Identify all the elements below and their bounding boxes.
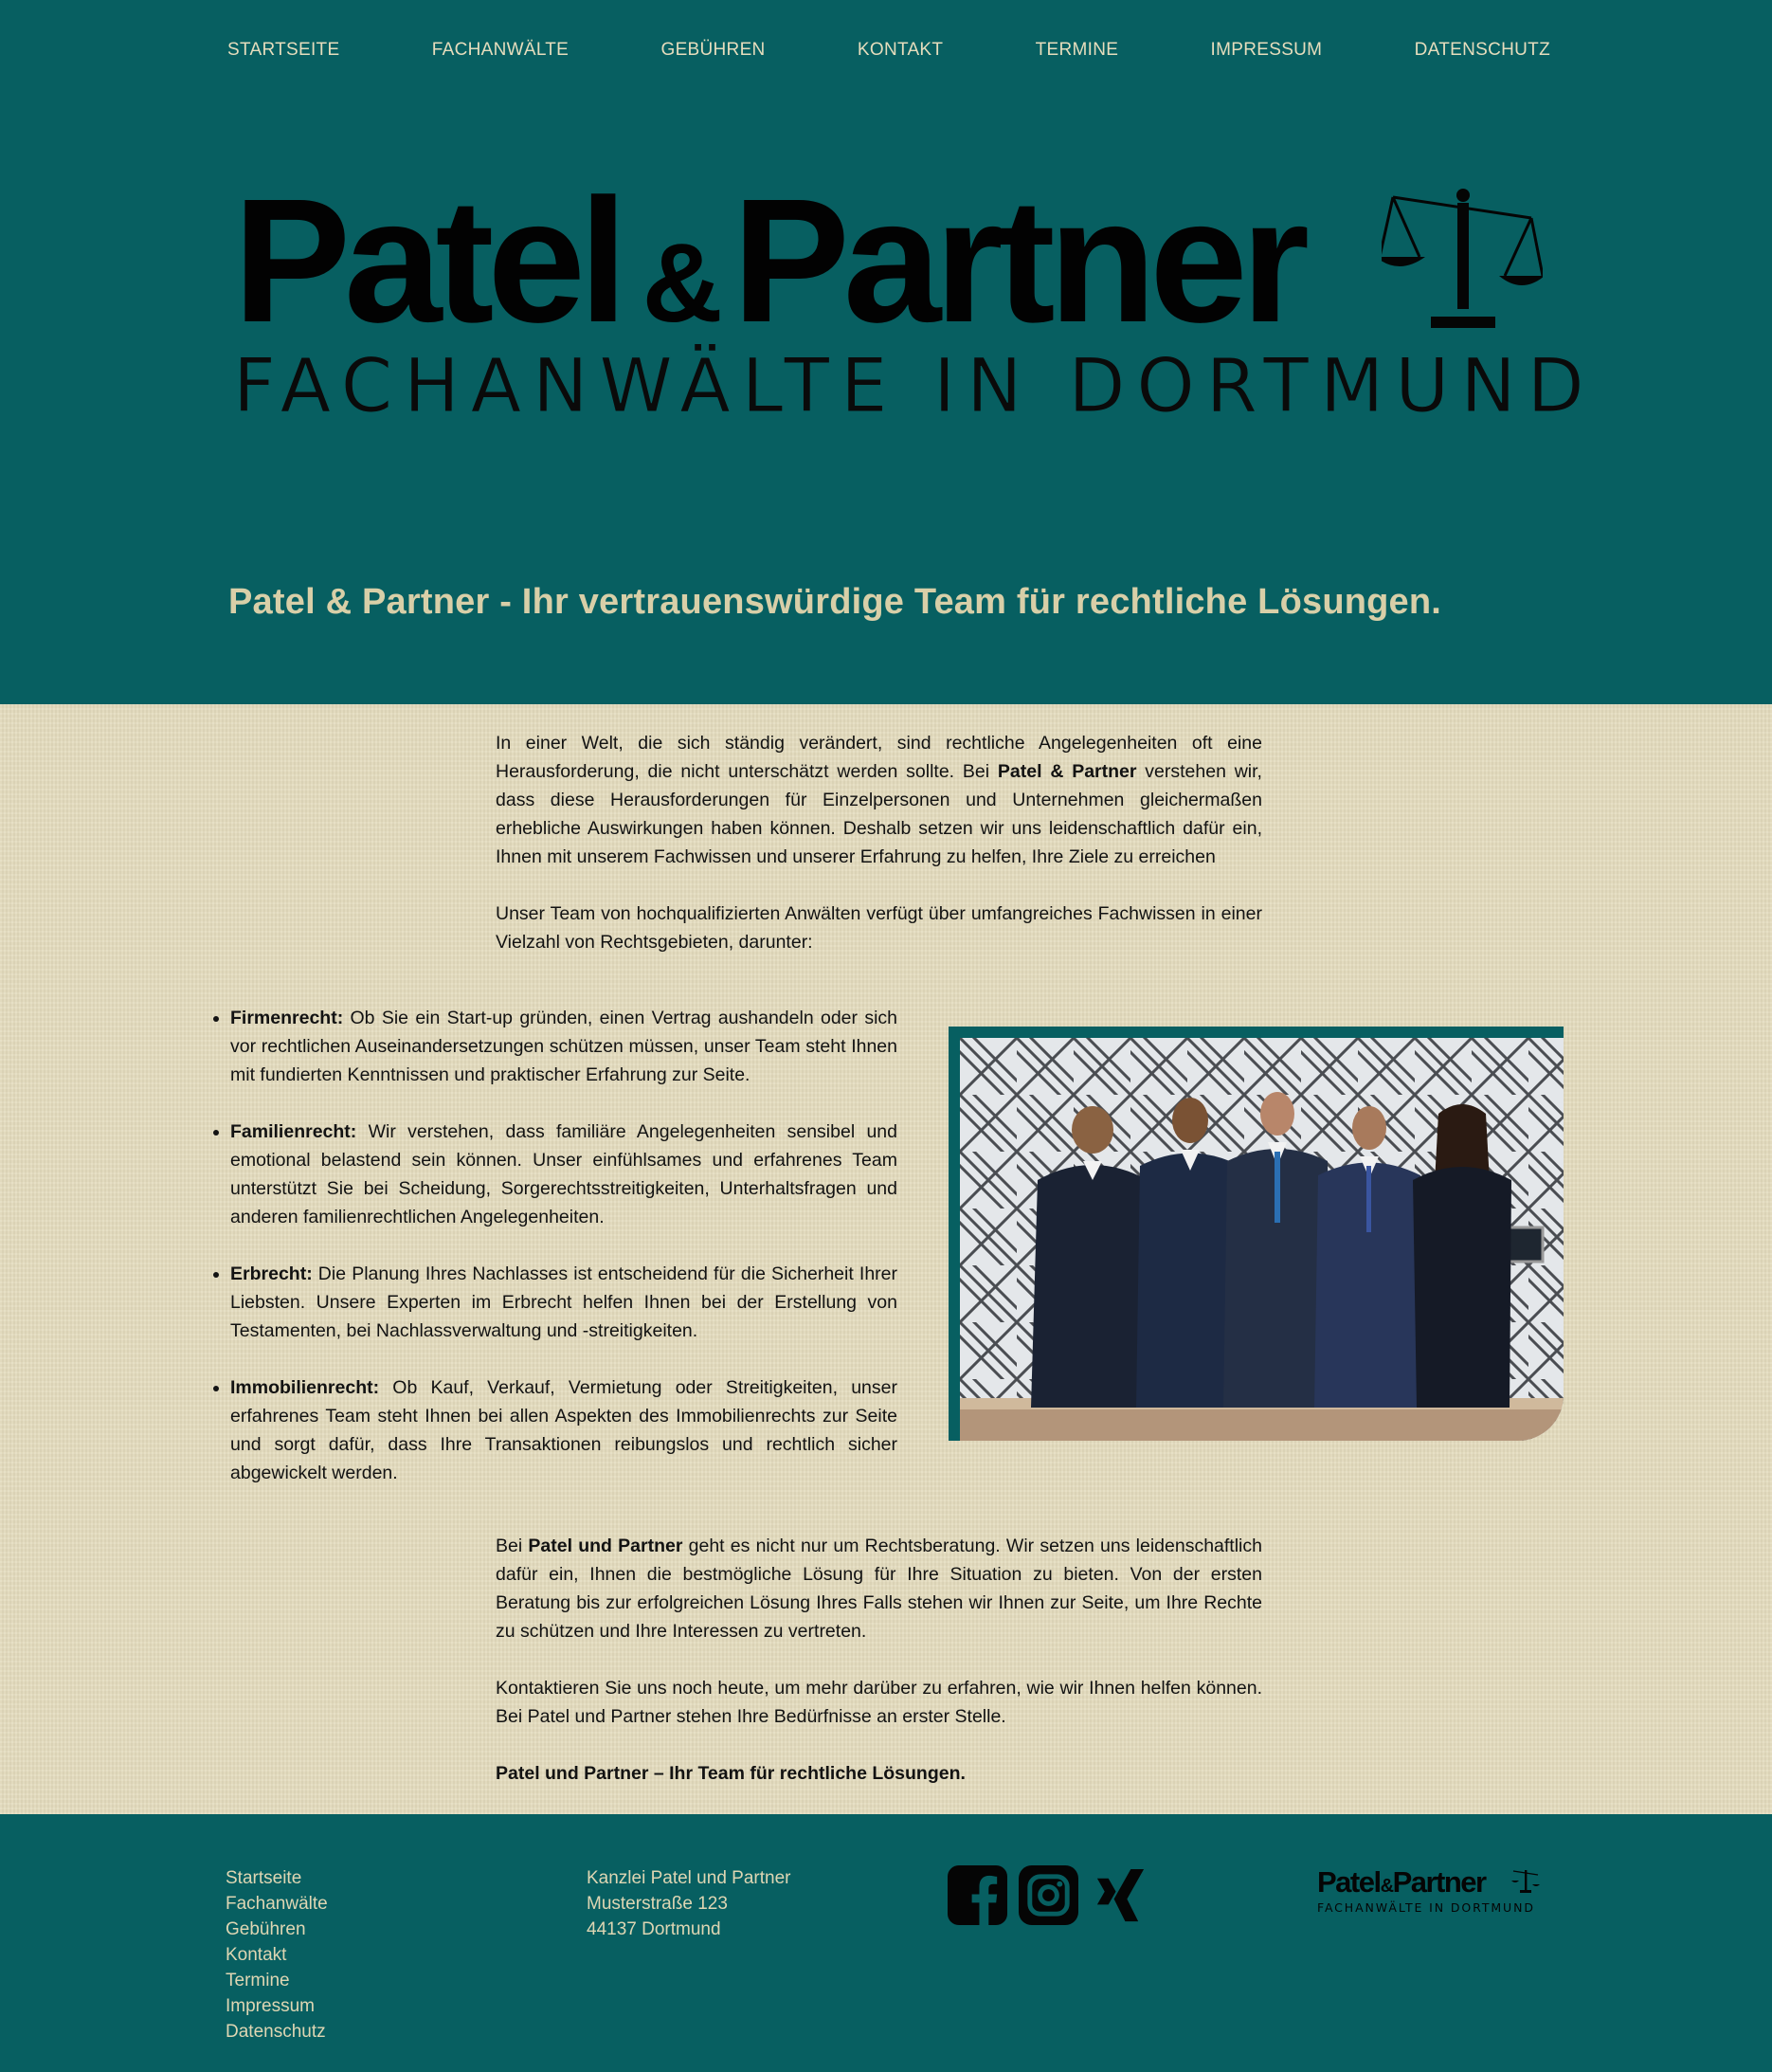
footer-link-fachanwaelte[interactable]: Fachanwälte [226, 1894, 328, 1914]
main-content [0, 704, 1772, 1814]
address-line: Musterstraße 123 [587, 1894, 728, 1914]
nav-gebuehren[interactable]: GEBÜHREN [660, 40, 766, 60]
outro-p1-text: Bei [496, 1536, 529, 1556]
logo-name-right: Partner [732, 163, 1304, 359]
footer-link-startseite[interactable]: Startseite [226, 1868, 302, 1888]
outro-paragraph-1 [496, 1532, 1262, 1645]
intro-p1-text-rest: verstehen wir, dass diese Herausforderungen für Einzelpersonen und Unternehmen gleichermaßen erhebliche Auswirkungen haben können. Deshalb setzen wir uns leidenschaftlich dafür ein, Ihnen mit unserem Fachwissen und unserer Erfahrung zu helfen, Ihre Ziele zu erreichen [496, 761, 1262, 867]
logo-name-left: Patel [233, 163, 622, 359]
nav-startseite[interactable]: STARTSEITE [227, 40, 340, 60]
social-links [948, 1865, 1149, 1925]
practice-areas-list [205, 1004, 897, 1516]
nav-datenschutz[interactable]: DATENSCHUTZ [1414, 40, 1550, 60]
footer-scales-icon [1511, 1867, 1540, 1894]
footer-link-termine[interactable]: Termine [226, 1971, 290, 1990]
team-photo-frame [949, 1027, 1564, 1441]
nav-termine[interactable]: TERMINE [1035, 40, 1119, 60]
area-text: Die Planung Ihres Nachlasses ist entscheidend für die Sicherheit Ihrer Liebsten. Unsere Experten im Erbrecht helfen Ihnen bei der Erstellung von Testamenten, bei Nachlassverwaltung und -streitigkeiten. [230, 1263, 897, 1341]
logo-subtitle: FACHANWÄLTE IN DORTMUND [233, 344, 1596, 429]
intro-p1-text: In einer Welt, die sich ständig verändert, sind rechtliche Angelegenheiten oft eine Herausforderung, die nicht unterschätzt werden sollte. Bei [496, 733, 1262, 782]
area-title: Firmenrecht: [230, 1008, 344, 1028]
footer-address [587, 1865, 790, 1942]
footer-logo-name-right: Partner [1392, 1865, 1486, 1899]
address-line: Kanzlei Patel und Partner [587, 1868, 791, 1888]
site-footer [0, 1814, 1772, 2072]
footer-link-datenschutz[interactable]: Datenschutz [226, 2022, 326, 2042]
xing-icon[interactable] [1090, 1865, 1149, 1925]
scales-of-justice-icon [1382, 186, 1543, 328]
outro-p1-bold: Patel und Partner [528, 1536, 683, 1556]
area-text: Ob Sie ein Start-up gründen, einen Vertrag aushandeln oder sich vor rechtlichen Auseinandersetzungen schützen müssen, unser Team steht Ihnen mit fundierten Kenntnissen und praktischer Erfahrung zur Seite. [230, 1008, 897, 1085]
outro-closing [496, 1759, 1262, 1788]
area-title: Familienrecht: [230, 1121, 357, 1142]
footer-logo[interactable] [1317, 1865, 1545, 1915]
intro-paragraph-1 [496, 729, 1262, 871]
list-item [230, 1118, 897, 1231]
area-title: Immobilienrecht: [230, 1377, 380, 1398]
address-line: 44137 Dortmund [587, 1919, 721, 1939]
nav-fachanwaelte[interactable]: FACHANWÄLTE [431, 40, 570, 60]
footer-link-impressum[interactable]: Impressum [226, 1996, 315, 2016]
team-photo-image [960, 1038, 1564, 1441]
team-photo [960, 1038, 1564, 1441]
instagram-icon[interactable] [1019, 1865, 1078, 1925]
footer-logo-subtitle: FACHANWÄLTE IN DORTMUND [1317, 1900, 1535, 1915]
footer-link-gebuehren[interactable]: Gebühren [226, 1919, 306, 1939]
site-logo[interactable] [233, 163, 1596, 429]
outro-paragraph-2: Kontaktieren Sie uns noch heute, um mehr darüber zu erfahren, wie wir Ihnen helfen können. Bei Patel und Partner stehen Ihre Bedürfnisse an erster Stelle. [496, 1678, 1262, 1727]
intro-paragraph-2: Unser Team von hochqualifizierten Anwälten verfügt über umfangreiches Fachwissen in einer Vielzahl von Rechtsgebieten, darunter: [496, 903, 1262, 953]
logo-wordmark [233, 163, 1389, 359]
area-text: Wir verstehen, dass familiäre Angelegenheiten sensibel und emotional belastend sein können. Unser einfühlsames und erfahrenes Team unterstützt Sie bei Scheidung, Sorgerechtsstreitigkeiten, Unterhaltsfragen und anderen familienrechtlichen Angelegenheiten. [230, 1121, 897, 1227]
logo-ampersand: & [642, 221, 721, 346]
list-item [230, 1373, 897, 1487]
outro-text [496, 1532, 1262, 1816]
intro-p1-bold: Patel & Partner [997, 761, 1137, 782]
footer-logo-ampersand: & [1380, 1876, 1393, 1897]
footer-link-kontakt[interactable]: Kontakt [226, 1945, 287, 1965]
nav-kontakt[interactable]: KONTAKT [857, 40, 944, 60]
intro-text [496, 729, 1262, 985]
outro-p1-text-rest: geht es nicht nur um Rechtsberatung. Wir setzen uns leidenschaftlich dafür ein, Ihnen die bestmögliche Lösung für Ihre Situation zu bieten. Von der ersten Beratung bis zur erfolgreichen Lösung Ihres Falls stehen wir Ihnen zur Seite, um Ihre Rechte zu schützen und Ihre Interessen zu vertreten. [496, 1536, 1262, 1642]
facebook-icon[interactable] [948, 1865, 1007, 1925]
area-title: Erbrecht: [230, 1263, 313, 1284]
footer-logo-name-left: Patel [1317, 1865, 1381, 1899]
list-item [230, 1004, 897, 1089]
footer-logo-wordmark [1317, 1867, 1545, 1901]
area-text: Ob Kauf, Verkauf, Vermietung oder Streitigkeiten, unser erfahrenes Team steht Ihnen bei allen Aspekten des Immobilienrechts zur Seite und sorgt dafür, dass Ihre Transaktionen reibungslos und rechtlich sicher abgewickelt werden. [230, 1377, 897, 1483]
nav-impressum[interactable]: IMPRESSUM [1210, 40, 1323, 60]
list-item [230, 1260, 897, 1345]
footer-nav [226, 1865, 328, 2045]
page-tagline: Patel & Partner - Ihr vertrauenswürdige Team für rechtliche Lösungen. [228, 582, 1442, 622]
outro-closing-bold: Patel und Partner – Ihr Team für rechtliche Lösungen. [496, 1763, 966, 1784]
header-section [0, 0, 1772, 704]
main-nav [227, 40, 1550, 61]
